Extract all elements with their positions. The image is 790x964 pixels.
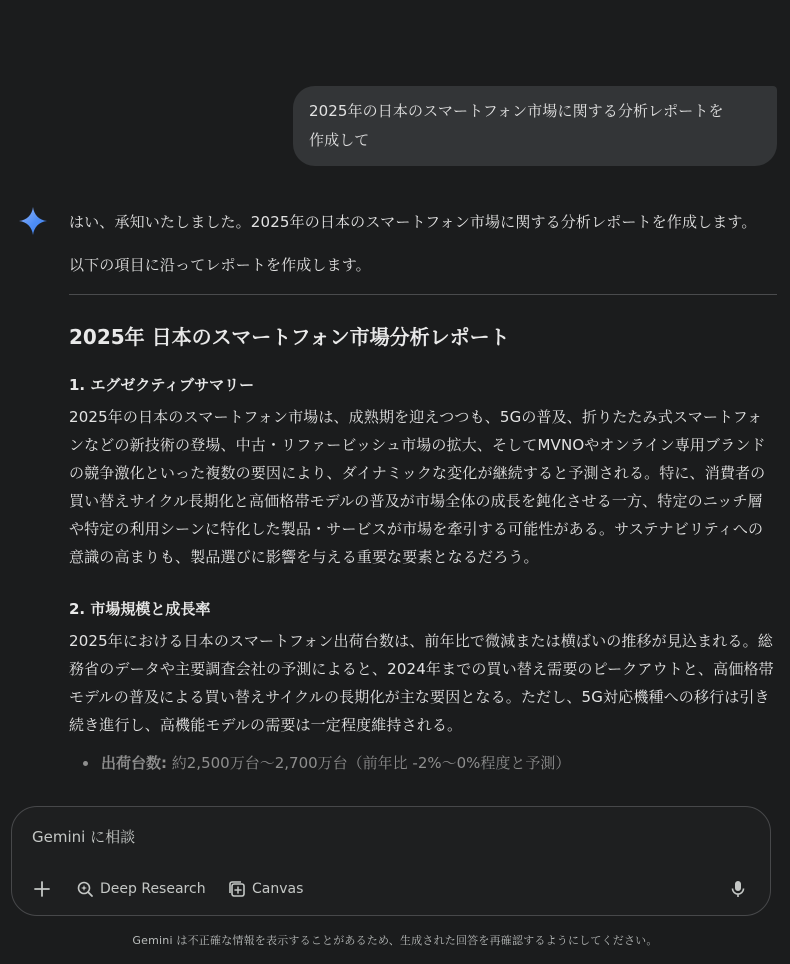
canvas-label: Canvas (252, 881, 304, 897)
prompt-input[interactable] (32, 825, 732, 849)
microphone-button[interactable] (722, 873, 754, 905)
bullet-text: 約2,500万台〜2,700万台（前年比 -2%〜0%程度と予測） (167, 754, 571, 772)
assistant-response (69, 208, 777, 777)
list-item (69, 749, 777, 777)
user-message-bubble (293, 86, 777, 166)
section-title-market-size: 2. 市場規模と成長率 (69, 600, 211, 618)
divider (69, 294, 777, 295)
deep-research-label: Deep Research (100, 881, 206, 897)
tool-row (12, 871, 770, 907)
plus-icon (33, 880, 51, 898)
report-title: 2025年 日本のスマートフォン市場分析レポート (69, 325, 510, 349)
response-intro-2: 以下の項目に沿ってレポートを作成します。 (69, 256, 371, 274)
canvas-icon (228, 880, 246, 898)
deep-research-button[interactable] (76, 873, 206, 905)
deep-research-icon (76, 880, 94, 898)
prompt-input-box[interactable] (11, 806, 771, 916)
bullet-label: 出荷台数: (101, 754, 167, 772)
gemini-spark-icon (18, 206, 48, 236)
canvas-button[interactable] (228, 873, 303, 905)
section-body-summary: 2025年の日本のスマートフォン市場は、成熟期を迎えつつも、5Gの普及、折りたたみ式スマートフォンなどの新技術の登場、中古・リファービッシュ市場の拡大、そしてMVNOやオンライン専用ブランドの競争激化といった複数の要因により、ダイナミックな変化が継続すると予測される。特に、消費者の買い替えサイクル長期化と高価格帯モデルの普及が市場全体の成長を鈍化させる一方、特定のニッチ層や特定の利用シーンに特化した製品・サービスが市場を牽引する可能性がある。サステナビリティへの意識の高まりも、製品選びに影響を与える重要な要素となるだろう。 (69, 408, 766, 566)
response-intro: はい、承知いたしました。2025年の日本のスマートフォン市場に関する分析レポートを作成します。 (69, 213, 757, 231)
section-title-summary: 1. エグゼクティブサマリー (69, 376, 255, 394)
microphone-icon (730, 880, 746, 898)
disclaimer-text: Gemini は不正確な情報を表示することがあるため、生成された回答を再確認するようにしてください。 (132, 934, 658, 947)
user-message-line: 作成して (309, 131, 370, 149)
add-button[interactable] (26, 873, 58, 905)
user-message-line: 2025年の日本のスマートフォン市場に関する分析レポートを (309, 102, 724, 120)
section-body-market-size: 2025年における日本のスマートフォン出荷台数は、前年比で微減または横ばいの推移が見込まれる。総務省のデータや主要調査会社の予測によると、2024年までの買い替え需要のピークアウトと、高価格帯モデルの普及による買い替えサイクルの長期化が主な要因となる。ただし、5G対応機種への移行は引き続き進行し、高機能モデルの需要は一定程度維持される。 (69, 632, 774, 734)
